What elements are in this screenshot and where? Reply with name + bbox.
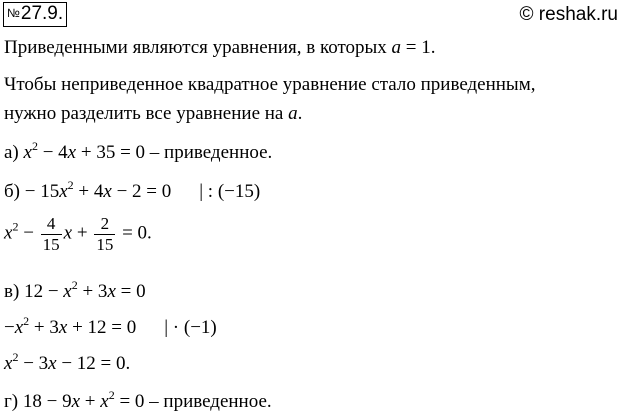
term: − 2 = 0	[111, 181, 172, 202]
part-v-step	[4, 314, 217, 338]
intro-line-1	[4, 38, 436, 57]
var-x: x	[63, 222, 73, 244]
exponent: 2	[71, 278, 78, 292]
problem-number-badge	[3, 2, 67, 27]
term: − 4	[37, 142, 68, 163]
part-label: а)	[4, 142, 24, 163]
term: −	[4, 317, 15, 338]
var-x: x	[4, 353, 13, 374]
term: + 4	[73, 181, 104, 202]
part-label: в)	[4, 281, 25, 302]
term: +	[80, 391, 101, 412]
exponent: 2	[12, 219, 19, 234]
intro-line-2: Чтобы неприведенное квадратное уравнение стало приведенным,	[4, 74, 536, 95]
var-x: x	[14, 317, 24, 338]
term: + 3	[29, 317, 59, 338]
intro-text-suffix: .	[297, 103, 303, 124]
operator: +	[72, 222, 93, 244]
exponent: 2	[31, 139, 38, 153]
fraction-4-15	[41, 214, 62, 254]
site-watermark: © reshak.ru	[519, 4, 618, 25]
operator: −	[18, 222, 39, 244]
fraction-2-15	[94, 214, 115, 254]
intro-line-3	[4, 104, 302, 123]
term: + 12 = 0	[67, 317, 137, 338]
comment: – приведенное.	[144, 391, 272, 412]
var-x: x	[59, 181, 68, 202]
intro-text: Приведенными являются уравнения, в которых	[4, 37, 392, 58]
exponent: 2	[108, 388, 115, 402]
fraction-denominator: 15	[42, 234, 60, 254]
term: − 12 = 0.	[56, 353, 131, 374]
fraction-denominator: 15	[96, 234, 114, 254]
term: = 0	[115, 281, 146, 302]
var-x: x	[23, 142, 32, 163]
term: − 3	[18, 353, 49, 374]
part-v-result	[4, 350, 131, 374]
intro-text: нужно разделить все уравнение на	[4, 103, 289, 124]
term: 18 − 9	[22, 391, 72, 412]
var-x: x	[103, 181, 112, 202]
part-label: б)	[4, 181, 25, 202]
term: + 35 = 0	[76, 142, 146, 163]
part-g-equation	[4, 388, 272, 412]
var-x: x	[58, 317, 68, 338]
var-x: x	[71, 391, 81, 412]
problem-number: 27.9.	[20, 3, 64, 24]
exponent: 2	[12, 350, 19, 364]
term: 12 −	[24, 281, 64, 302]
var-x: x	[107, 281, 116, 302]
exponent: 2	[67, 178, 74, 192]
var-x: x	[100, 391, 109, 412]
var-x: x	[48, 353, 57, 374]
part-label: г)	[4, 391, 23, 412]
fraction-numerator: 2	[94, 214, 115, 235]
term: − 15	[24, 181, 60, 202]
term: = 0.	[117, 222, 152, 244]
intro-text-suffix: = 1.	[401, 37, 436, 58]
multiply-annotation: | · (−1)	[164, 317, 217, 338]
part-a-equation	[4, 139, 273, 163]
fraction-numerator: 4	[41, 214, 62, 235]
var-x: x	[4, 222, 13, 244]
variable-a: a	[288, 103, 298, 124]
part-b-result	[4, 214, 152, 254]
part-b-equation	[4, 178, 261, 202]
number-sign: №	[7, 6, 20, 20]
exponent: 2	[23, 314, 30, 328]
term: = 0	[114, 391, 145, 412]
comment: – приведенное.	[145, 142, 273, 163]
term: + 3	[77, 281, 108, 302]
var-x: x	[67, 142, 77, 163]
divide-annotation: | : (−15)	[199, 181, 261, 202]
variable-a: a	[391, 37, 402, 58]
part-v-equation	[4, 278, 146, 302]
var-x: x	[63, 281, 72, 302]
